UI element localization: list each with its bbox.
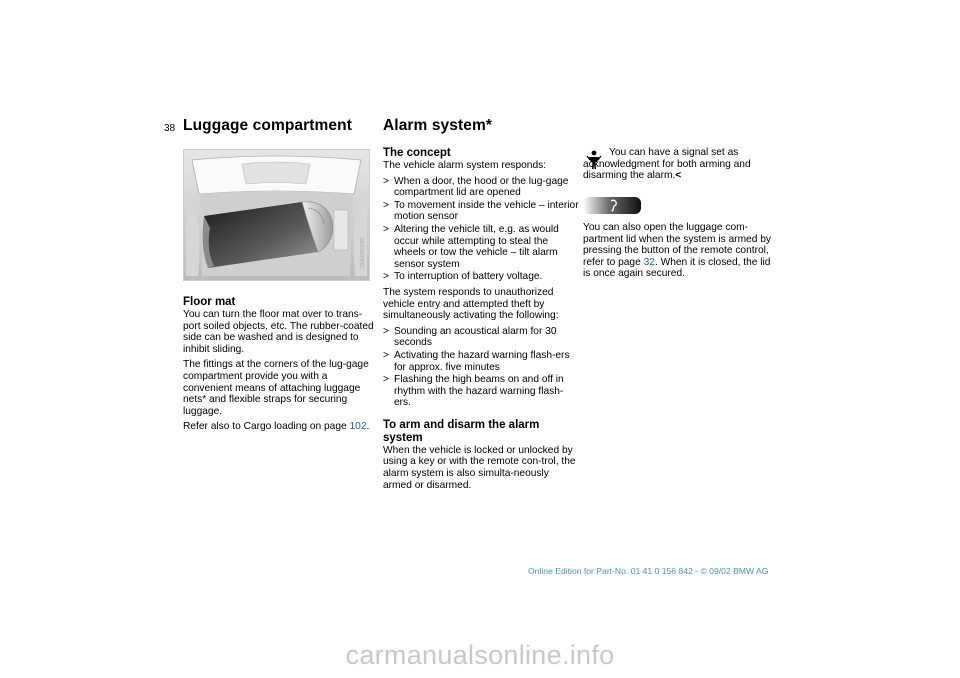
concept-intro: The vehicle alarm system responds:: [383, 160, 547, 171]
list-item: > To interruption of battery voltage.: [383, 271, 543, 283]
image-code: 390MD5/1/99: [360, 238, 366, 269]
arm-text: When the vehicle is locked or unlocked by using a key or with the remote con-trol, the alarm system is also simulta-neously armed or disarmed.: [383, 444, 576, 491]
list-item: > Activating the hazard warning flash-ers for approx. five minutes: [383, 349, 570, 373]
watermark: carmanualsonline.info: [345, 640, 615, 670]
floor-mat-section: [183, 296, 379, 437]
luggage-open-paragraph-block: [583, 222, 779, 284]
list-item: > Flashing the high beams on and off in rhythm with the hazard warning flash-ers.: [383, 374, 564, 409]
page-link-102[interactable]: 102: [349, 421, 367, 433]
page-link-32[interactable]: 32: [643, 256, 655, 268]
remote-control-icon: [583, 197, 641, 214]
section-title-luggage: Luggage compartment: [183, 117, 352, 134]
list-item: > When a door, the hood or the lug-gage compartment lid are opened: [383, 175, 569, 199]
bullet-marker: >: [383, 271, 389, 283]
bullet-marker: >: [383, 325, 389, 337]
list-item: > Sounding an acoustical alarm for 30 seconds: [383, 325, 557, 349]
floor-mat-p1: You can turn the floor mat over to trans-port soiled objects, etc. The rubber-coated side can be washed and is designed to inhibit sliding.: [183, 309, 374, 355]
bullet-marker: >: [383, 374, 389, 386]
concept-heading: The concept: [383, 147, 451, 159]
note-text: You can have a signal set as acknowledgment for both arming and disarming the alarm.<: [583, 147, 751, 182]
responds-paragraph: The system responds to unauthorized vehicle entry and attempted theft by simultaneously activating the following:: [383, 286, 559, 322]
trunk-illustration: [184, 150, 369, 280]
floor-mat-heading: Floor mat: [183, 296, 236, 308]
note-end-marker: <: [675, 170, 682, 182]
luggage-open-paragraph: You can also open the luggage com-partment lid when the system is armed by pressing the button of the remote control, refer to page 32. When it is closed, the lid is once again secured.: [583, 222, 771, 280]
bullet-marker: >: [383, 175, 389, 187]
list-item: > Altering the vehicle tilt, e.g. as would occur while attempting to steal the wheels or tow the vehicle – tilt alarm sensor system: [383, 223, 559, 270]
bullet-marker: >: [383, 349, 389, 361]
responds-list: [383, 176, 579, 283]
online-edition-footer: Online Edition for Part-No. 01 41 0 156 842 - © 09/02 BMW AG: [528, 566, 769, 576]
floor-mat-p3: Refer also to Cargo loading on page 102.: [183, 421, 370, 433]
bullet-marker: >: [383, 199, 389, 211]
luggage-compartment-figure: [183, 149, 370, 281]
section-title-alarm: Alarm system*: [383, 117, 492, 134]
list-item: > To movement inside the vehicle – interior motion sensor: [383, 199, 579, 223]
alarm-concept-section: [383, 147, 579, 495]
bullet-marker: >: [383, 223, 389, 235]
arm-heading: To arm and disarm the alarm system: [383, 418, 540, 444]
page-number: 38: [164, 123, 176, 134]
actions-list: [383, 326, 579, 409]
note-block: [583, 147, 779, 186]
floor-mat-p2: The fittings at the corners of the lug-gage compartment provide you with a convenient means of attaching luggage nets* and flexible straps for securing luggage.: [183, 359, 369, 417]
